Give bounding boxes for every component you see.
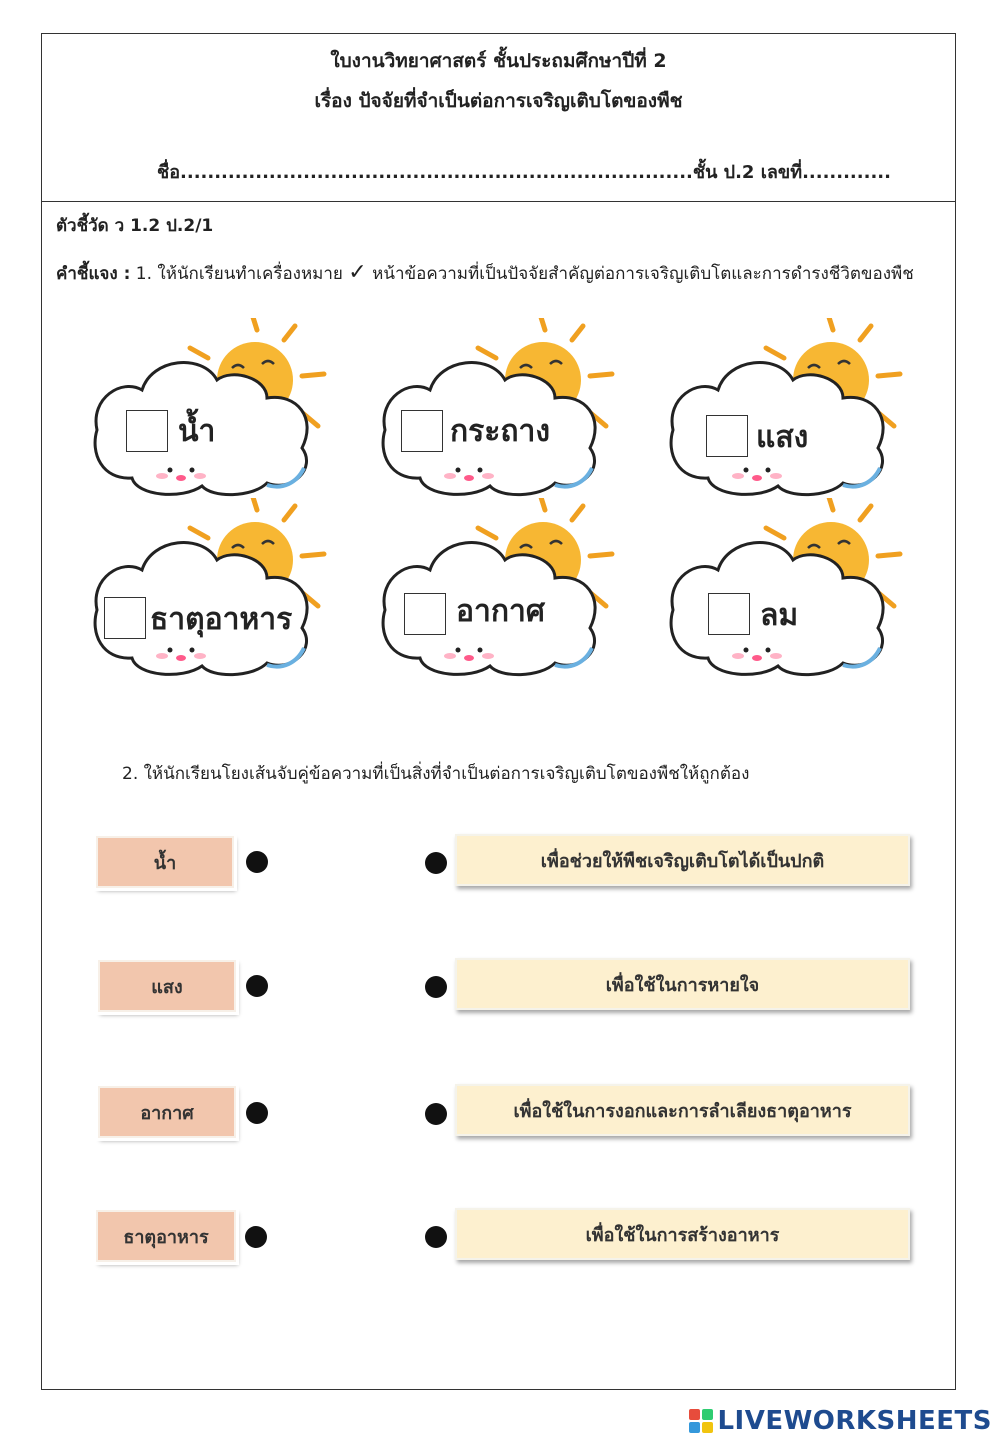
match-right-germination[interactable] [455,1084,910,1136]
match-right-dot[interactable] [425,976,447,998]
match-right-label: เพื่อใช้ในการงอกและการลำเลียงธาตุอาหาร [513,1100,852,1122]
checkbox[interactable] [706,415,748,457]
match-left-label: อากาศ [140,1102,194,1124]
match-left-nutrients[interactable] [96,1210,236,1262]
cloud-word: น้ำ [178,414,216,449]
match-left-water[interactable] [96,836,234,888]
checkbox[interactable] [126,410,168,452]
match-left-label: ธาตุอาหาร [123,1226,209,1248]
match-right-label: เพื่อใช้ในการสร้างอาหาร [585,1224,780,1246]
cloud-word: ธาตุอาหาร [150,602,293,637]
match-left-air[interactable] [98,1086,236,1138]
match-left-label: แสง [151,976,183,998]
match-right-dot[interactable] [425,852,447,874]
sun-cloud-icon [668,318,918,508]
match-right-breathing[interactable] [455,958,910,1010]
instruction-text-a: 1. ให้นักเรียนทำเครื่องหมาย [130,264,349,284]
instruction-label: คำชี้แจง : [56,264,131,284]
instruction-2: 2. ให้นักเรียนโยงเส้นจับคู่ข้อความที่เป็นสิ่งที่จำเป็นต่อการเจริญเติบโตของพืชให้ถูกต้อง [122,764,750,784]
match-left-label: น้ำ [153,852,177,874]
worksheet [41,33,956,1390]
match-left-dot[interactable] [246,1102,268,1124]
match-right-growth[interactable] [455,834,910,886]
cloud-option [668,318,918,508]
match-left-dot[interactable] [245,1226,267,1248]
cloud-word: ลม [760,598,799,633]
match-left-dot[interactable] [246,975,268,997]
worksheet-title: ใบงานวิทยาศาสตร์ ชั้นประถมศึกษาปีที่ 2 [330,50,667,72]
checkbox[interactable] [104,597,146,639]
liveworksheets-logo [689,1406,992,1436]
worksheet-subtitle: เรื่อง ปัจจัยที่จำเป็นต่อการเจริญเติบโตของพืช [314,90,683,112]
cloud-option [92,498,342,688]
indicator-text: ตัวชี้วัด ว 1.2 ป.2/1 [56,216,214,236]
cloud-word: กระถาง [450,414,551,449]
brand-text: LIVEWORKSHEETS [717,1406,992,1436]
liveworksheets-icon [689,1409,713,1433]
match-right-dot[interactable] [425,1103,447,1125]
checkbox[interactable] [708,593,750,635]
match-right-label: เพื่อช่วยให้พืชเจริญเติบโตได้เป็นปกติ [540,850,825,872]
instruction-1 [56,254,936,293]
checkbox[interactable] [401,410,443,452]
sun-cloud-icon [92,498,342,688]
student-name-line: ชื่อ...........................................................................ชั้น ป.2 เลขที่............. [157,162,891,183]
worksheet-header [42,34,955,202]
cloud-word: อากาศ [456,594,545,629]
match-right-food[interactable] [455,1208,910,1260]
cloud-word: แสง [756,420,809,455]
checkmark-icon: ✓ [348,260,367,285]
match-left-dot[interactable] [246,851,268,873]
checkbox[interactable] [404,593,446,635]
match-right-label: เพื่อใช้ในการหายใจ [605,974,760,996]
match-left-light[interactable] [98,960,236,1012]
instruction-text-b: หน้าข้อความที่เป็นปัจจัยสำคัญต่อการเจริญเติบโตและการดำรงชีวิตของพืช [366,264,914,284]
match-right-dot[interactable] [425,1226,447,1248]
